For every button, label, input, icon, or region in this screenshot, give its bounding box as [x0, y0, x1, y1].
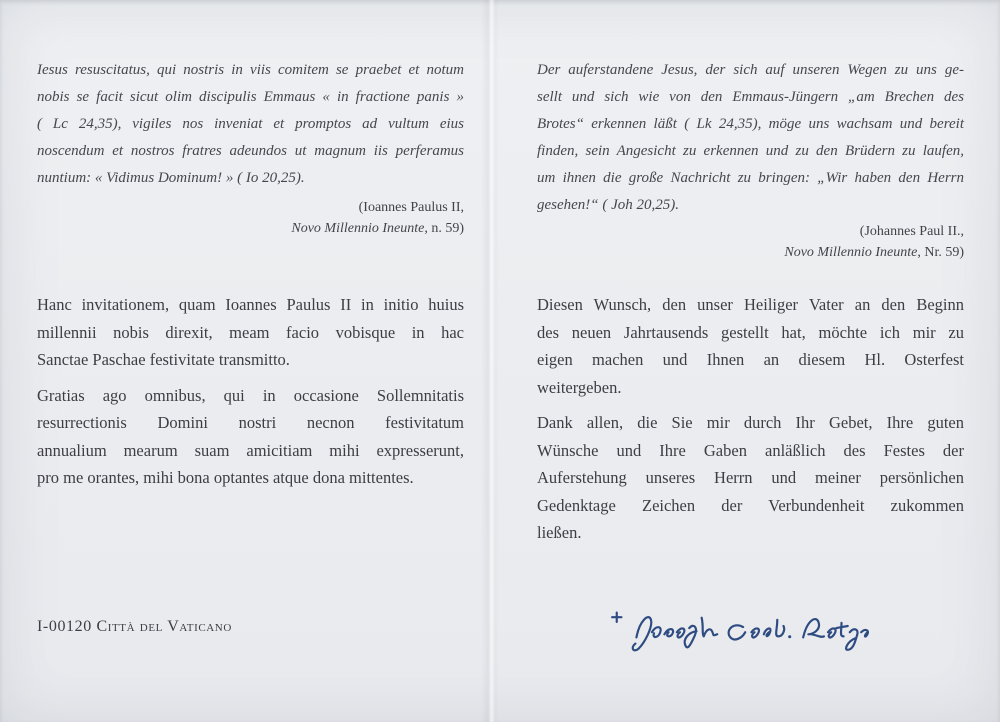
body-line: pro me orantes, mihi bona optantes atque dona mittentes.	[37, 468, 414, 487]
german-body-text	[537, 291, 964, 547]
quote-line: gesehen!“ ( Joh 20,25).	[537, 197, 680, 213]
latin-paragraph-1	[37, 291, 464, 374]
quote-line: Brotes“ erkennen läßt ( Lk 24,35), möge uns wachsam und bereit	[537, 116, 964, 132]
attribution-author: (Ioannes Paulus II,	[358, 200, 464, 215]
body-line: des neuen Jahrtausends gestellt hat, möchte ich mir zu	[537, 322, 964, 342]
attribution-source	[537, 242, 964, 263]
latin-paragraph-2	[37, 382, 464, 492]
body-line: Hanc invitationem, quam Ioannes Paulus II in initio huius	[37, 295, 464, 314]
signature-joseph-card-ratzinger	[604, 597, 876, 655]
body-line: weitergeben.	[537, 377, 622, 397]
german-quote-paragraph	[537, 57, 964, 263]
body-line: eigen machen und Ihnen an diesem Hl. Osterfest	[537, 350, 964, 369]
attribution-source	[37, 218, 464, 239]
vatican-address-line: I-00120 Città del Vaticano	[37, 618, 232, 635]
quote-line: um ihnen die große Nachricht zu bringen: „Wir haben den Herrn	[537, 170, 964, 186]
center-fold-crease	[481, 0, 499, 722]
quote-line: finden, sein Angesicht zu erkennen und zu den Brüdern zu laufen,	[537, 143, 964, 159]
german-paragraph-2	[537, 409, 964, 547]
quote-line: nuntium: « Vidimus Dominum! » ( Io 20,25).	[37, 170, 305, 186]
body-line: annualium mearum suam amicitiam mihi expresserunt,	[37, 440, 464, 460]
latin-body-text	[37, 291, 464, 492]
attribution-work-title: Novo Millennio Ineunte	[291, 221, 425, 236]
body-line: Gratias ago omnibus, qui in occasione Sollemnitatis	[37, 385, 464, 405]
quote-line: Iesus resuscitatus, qui nostris in viis comitem se praebet et notum	[37, 62, 464, 78]
quote-line: nobis se facit sicut olim discipulis Emmaus « in fractione panis »	[37, 89, 464, 105]
body-line: Dank allen, die Sie mir durch Ihr Gebet, Ihre guten	[537, 413, 964, 432]
body-line: ließen.	[537, 523, 582, 542]
attribution-reference: , Nr. 59)	[917, 245, 964, 260]
body-line: Gedenktage Zeichen der Verbundenheit zukommen	[537, 495, 964, 515]
quote-line: ( Lc 24,35), vigiles nos inveniat et promptos ad vultum eius	[37, 116, 464, 132]
quote-line: sellt und sich wie von den Emmaus-Jüngern „am Brechen des	[537, 89, 964, 105]
attribution-reference: , n. 59)	[424, 221, 464, 236]
attribution-author: (Johannes Paul II.,	[859, 224, 964, 239]
quote-line: noscendum et nostros fratres adeundos ut magnum iis perferamus	[37, 143, 464, 159]
latin-quote-paragraph	[37, 57, 464, 239]
attribution-work-title: Novo Millennio Ineunte	[784, 245, 918, 260]
body-line: Diesen Wunsch, den unser Heiliger Vater an den Beginn	[537, 295, 964, 314]
body-line: Auferstehung unseres Herrn und meiner persönlichen	[537, 468, 964, 487]
body-line: Wünsche und Ihre Gaben anläßlich des Festes der	[537, 440, 964, 460]
latin-quote-attribution	[37, 197, 464, 239]
body-line: resurrectionis Domini nostri necnon festivitatum	[37, 413, 464, 432]
signature-ink-strokes	[604, 597, 876, 655]
body-line: millennii nobis direxit, meam facio vobisque in hac	[37, 322, 464, 342]
german-quote-attribution	[537, 221, 964, 263]
german-paragraph-1	[537, 291, 964, 401]
body-line: Sanctae Paschae festivitate transmitto.	[37, 350, 290, 369]
quote-line: Der auferstandene Jesus, der sich auf unseren Wegen zu uns ge-	[537, 62, 964, 78]
